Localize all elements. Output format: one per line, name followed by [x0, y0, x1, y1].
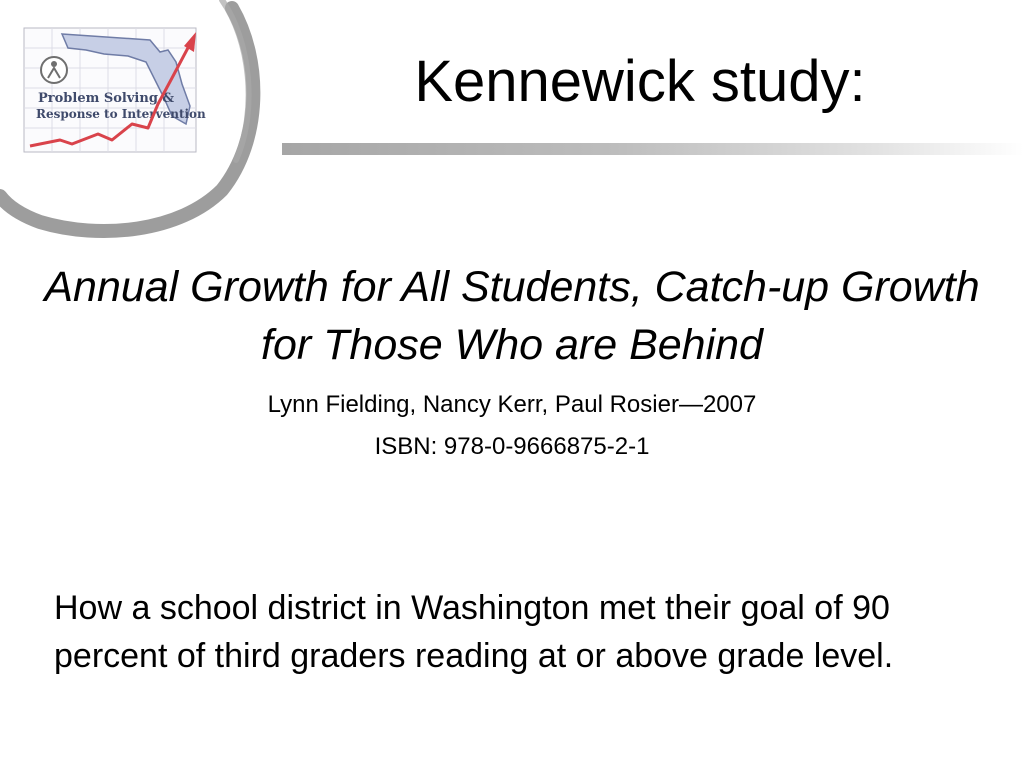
- book-title: Annual Growth for All Students, Catch-up Growth for Those Who are Behind: [44, 263, 980, 369]
- person-icon: [41, 57, 67, 83]
- logo-line-1: Problem Solving &: [38, 91, 175, 106]
- logo-line-2: Response to Intervention: [36, 107, 206, 121]
- slide-title: Kennewick study:: [414, 49, 866, 114]
- book-authors: Lynn Fielding, Nancy Kerr, Paul Rosier—2007: [267, 391, 757, 418]
- logo: [0, 0, 270, 240]
- title-divider: [282, 143, 1024, 155]
- book-reference: [40, 258, 984, 462]
- study-description: How a school district in Washington met their goal of 90 percent of third graders reading at or above grade level.: [54, 589, 894, 675]
- book-isbn: ISBN: 978-0-9666875-2-1: [374, 433, 650, 460]
- logo-graphic: [0, 0, 270, 240]
